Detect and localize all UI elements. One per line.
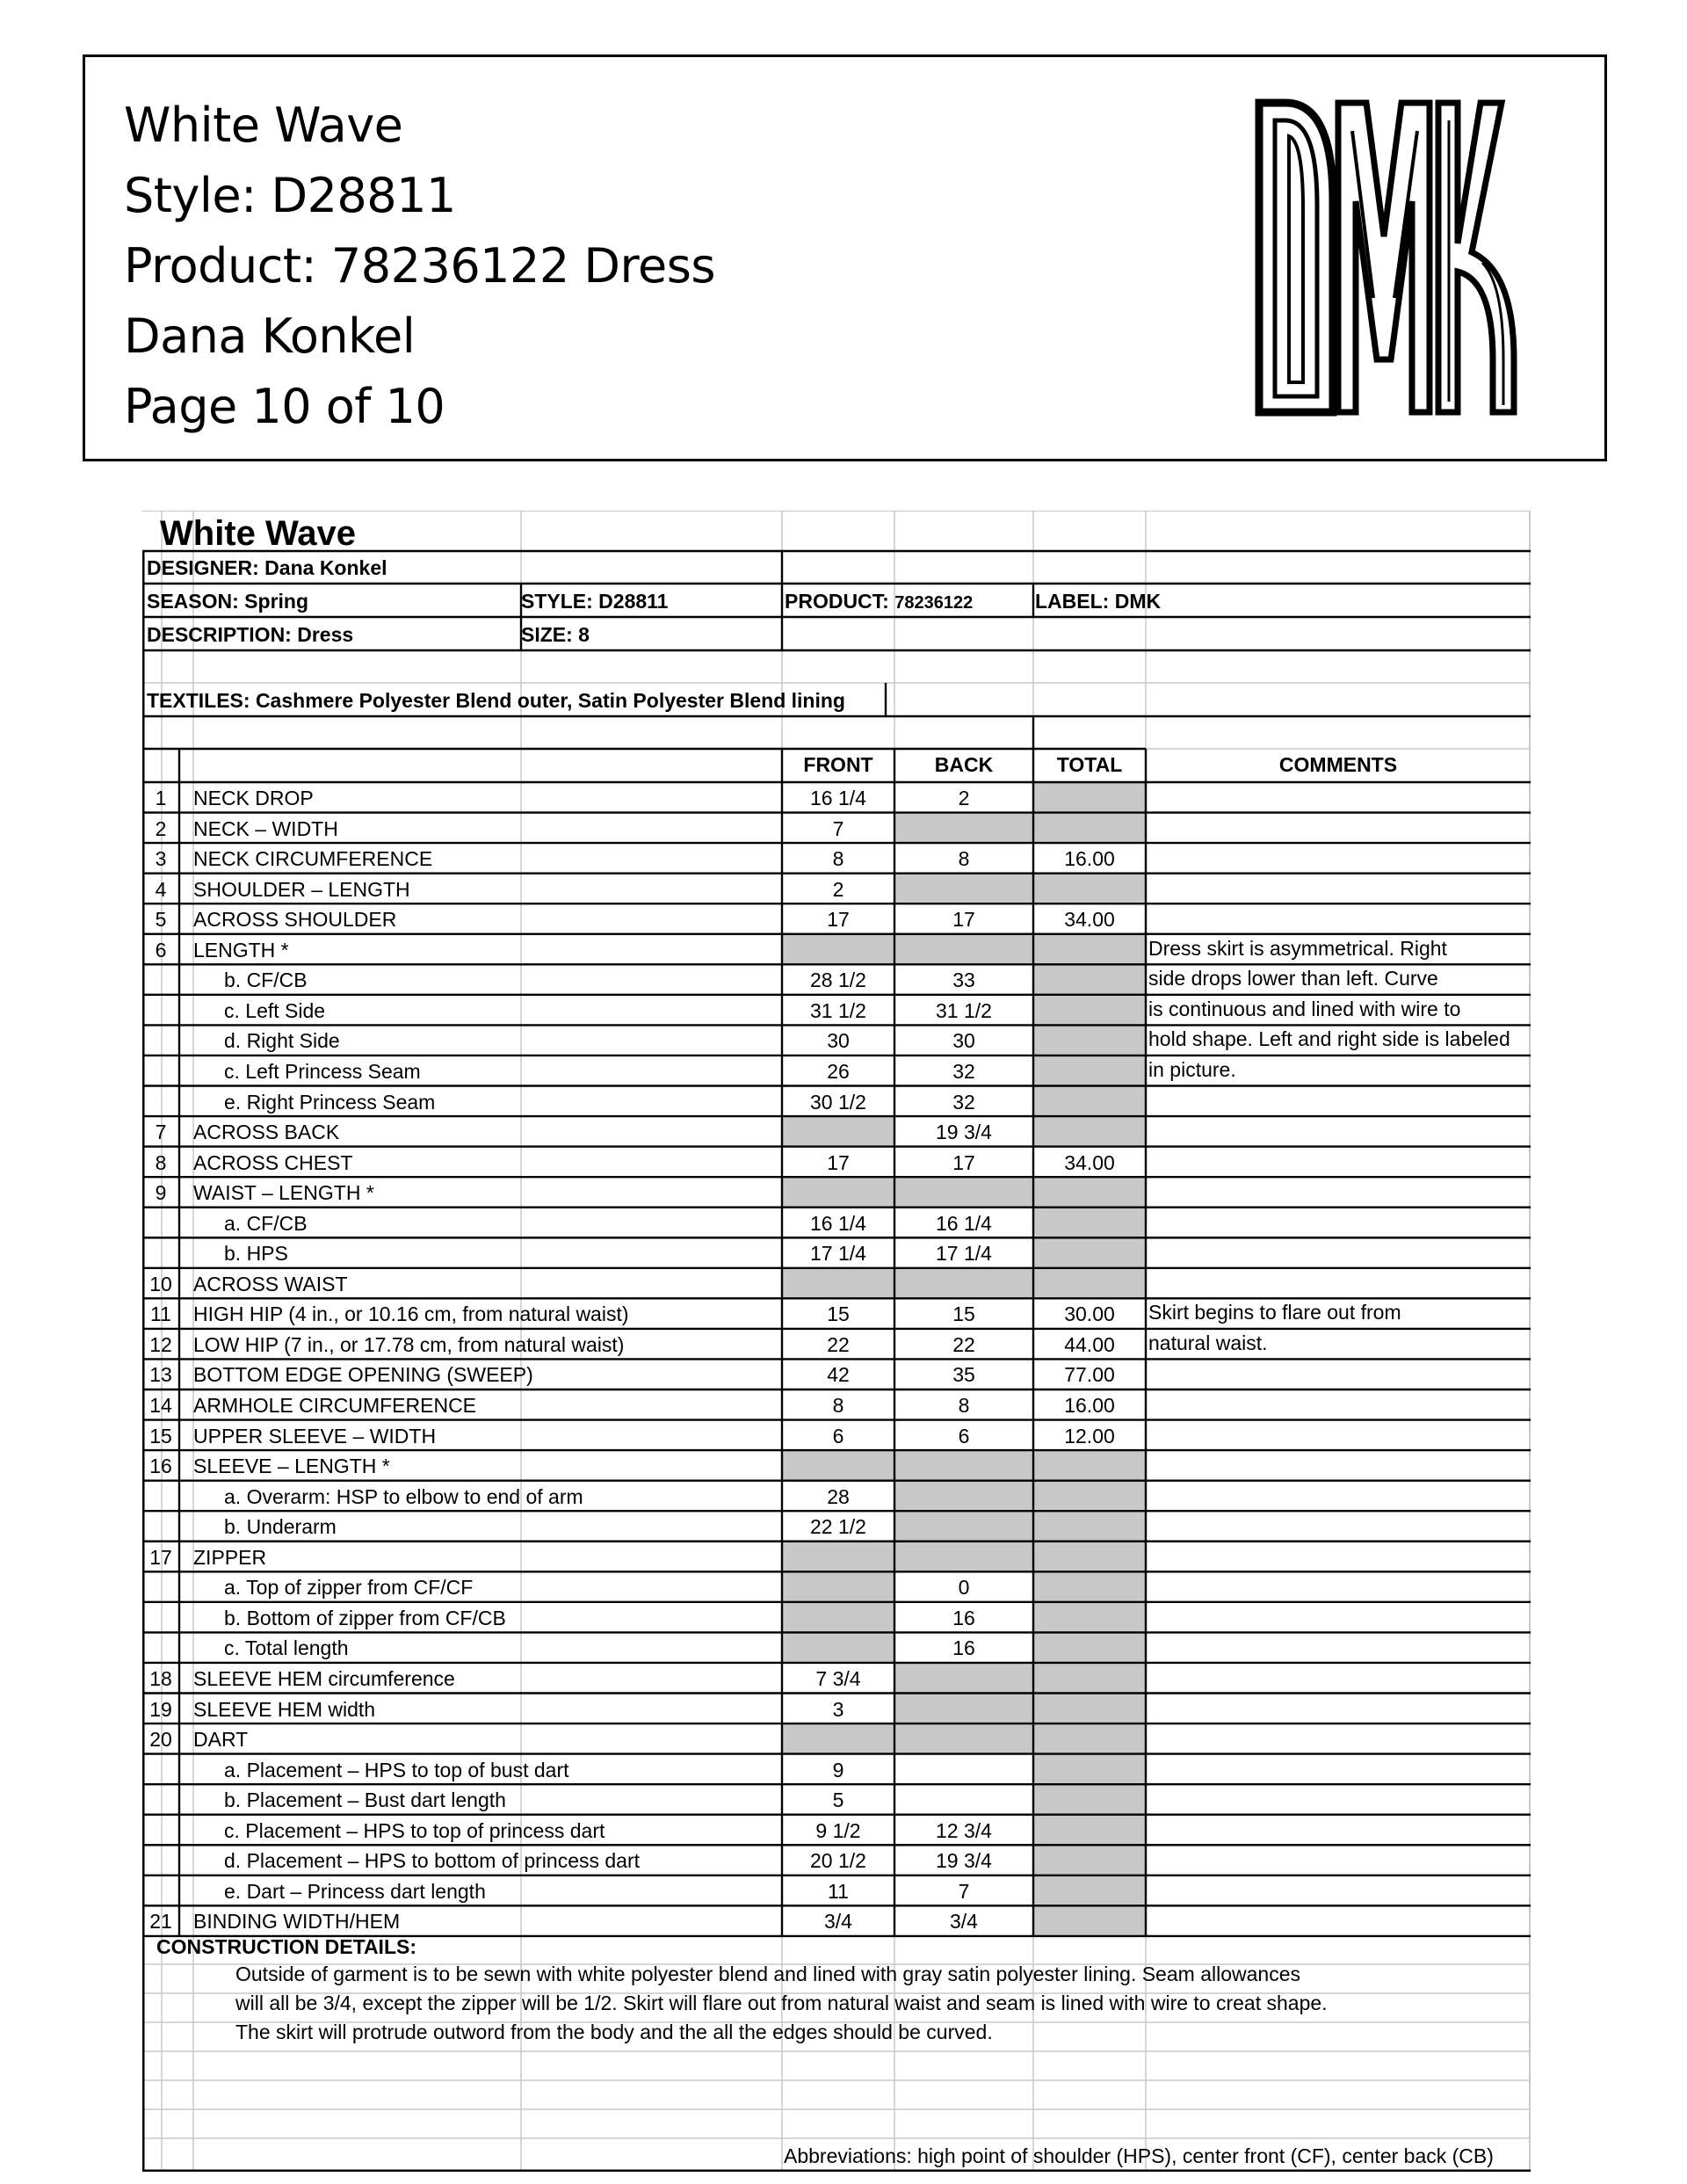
row-number: 13: [149, 1363, 172, 1387]
back-value: 31 1/2: [936, 998, 992, 1022]
row-number: 6: [155, 938, 167, 961]
back-value: 30: [952, 1029, 975, 1053]
row-number: 19: [149, 1697, 172, 1721]
construction-line-2: will all be 3/4, except the zipper will be 1/2. Skirt will flare out from natural waist and seam is lined with wire to creat shape.: [235, 1992, 1328, 2014]
header-style: Style: D28811: [124, 168, 456, 223]
front-value: 8: [832, 1394, 844, 1417]
front-value: 7: [832, 816, 844, 840]
row-number: 4: [155, 877, 167, 901]
style-field: STYLE: D28811: [521, 590, 669, 613]
product-field-label: PRODUCT:: [785, 590, 895, 613]
back-value: 33: [952, 969, 975, 992]
back-value: 0: [958, 1576, 970, 1600]
measurement-label: e. Right Princess Seam: [224, 1090, 436, 1114]
sheet-title: White Wave: [160, 514, 356, 553]
back-value: 16 1/4: [936, 1211, 992, 1235]
measurement-label: SLEEVE HEM circumference: [193, 1666, 455, 1690]
measurement-label: NECK – WIDTH: [193, 816, 338, 840]
total-value: 34.00: [1064, 908, 1115, 932]
row-number: 7: [155, 1121, 167, 1144]
measurement-label: ACROSS SHOULDER: [193, 908, 397, 932]
measurement-label: SLEEVE – LENGTH *: [193, 1455, 390, 1478]
measurement-label: HIGH HIP (4 in., or 10.16 cm, from natural waist): [193, 1302, 629, 1326]
measurement-label: b. Bottom of zipper from CF/CB: [224, 1606, 506, 1629]
measurement-label: a. Placement – HPS to top of bust dart: [224, 1758, 569, 1781]
row-number: 9: [155, 1181, 167, 1205]
designer-field: DESIGNER: Dana Konkel: [147, 556, 387, 579]
front-value: 15: [827, 1302, 850, 1326]
product-field: [785, 590, 973, 614]
measurement-label: WAIST – LENGTH *: [193, 1181, 374, 1205]
front-value: 20 1/2: [810, 1849, 866, 1873]
measurement-label: ARMHOLE CIRCUMFERENCE: [193, 1394, 477, 1417]
row-number: 21: [149, 1910, 172, 1934]
back-value: 12 3/4: [936, 1818, 992, 1842]
measurement-label: NECK CIRCUMFERENCE: [193, 847, 433, 871]
header-text-block: [124, 91, 715, 442]
textiles-field: TEXTILES: Cashmere Polyester Blend outer, Satin Polyester Blend lining: [147, 689, 845, 712]
construction-title: CONSTRUCTION DETAILS:: [156, 1935, 417, 1958]
front-value: 17: [827, 1150, 850, 1174]
front-value: 9 1/2: [815, 1818, 861, 1842]
back-value: 2: [958, 787, 970, 809]
front-value: 6: [832, 1424, 844, 1448]
length-comment-1: Dress skirt is asymmetrical. Right: [1148, 937, 1447, 960]
hip-comment-2: natural waist.: [1148, 1331, 1268, 1354]
back-value: 17 1/4: [936, 1242, 992, 1266]
measurement-label: a. Top of zipper from CF/CF: [224, 1576, 474, 1600]
total-value: 12.00: [1064, 1424, 1115, 1448]
total-value: 34.00: [1064, 1150, 1115, 1174]
measurement-label: SHOULDER – LENGTH: [193, 877, 410, 901]
measurement-label: SLEEVE HEM width: [193, 1697, 376, 1721]
front-value: 3: [832, 1697, 844, 1721]
back-value: 15: [952, 1302, 975, 1326]
measurement-label: DART: [193, 1728, 249, 1752]
back-value: 8: [958, 847, 970, 871]
row-number: 3: [155, 847, 167, 871]
row-number: 17: [149, 1545, 172, 1569]
front-value: 7 3/4: [815, 1666, 861, 1690]
measurement-label: c. Left Princess Seam: [224, 1059, 421, 1083]
product-field-number: 78236122: [894, 593, 974, 613]
size-field: SIZE: 8: [521, 623, 590, 646]
total-value: 16.00: [1064, 1394, 1115, 1417]
front-value: 17 1/4: [810, 1242, 866, 1266]
row-number: 2: [155, 816, 167, 840]
front-value: 9: [832, 1758, 844, 1781]
length-comment-4: hold shape. Left and right side is labeled: [1148, 1027, 1510, 1050]
spec-sheet: [142, 511, 1531, 2172]
measurement-label: BINDING WIDTH/HEM: [193, 1910, 401, 1934]
measurement-label: UPPER SLEEVE – WIDTH: [193, 1424, 437, 1448]
season-field: SEASON: Spring: [147, 590, 309, 613]
front-value: 22: [827, 1332, 850, 1356]
back-value: 32: [952, 1090, 975, 1114]
row-number: 8: [155, 1150, 167, 1174]
total-value: 77.00: [1064, 1363, 1115, 1387]
column-header-total: TOTAL: [1056, 753, 1123, 776]
column-header-front: FRONT: [803, 753, 873, 776]
total-value: 30.00: [1064, 1302, 1115, 1326]
length-comment-3: is continuous and lined with wire to: [1148, 998, 1461, 1020]
back-value: 16: [952, 1636, 975, 1660]
back-value: 16: [952, 1606, 975, 1629]
back-value: 19 3/4: [936, 1849, 992, 1873]
column-header-back: BACK: [934, 753, 994, 776]
header-product: Product: 78236122 Dress: [124, 238, 715, 294]
back-value: 6: [958, 1424, 970, 1448]
measurement-label: e. Dart – Princess dart length: [224, 1879, 486, 1903]
header-page-number: Page 10 of 10: [124, 379, 445, 434]
back-value: 17: [952, 1150, 975, 1174]
measurement-label: c. Left Side: [224, 998, 326, 1022]
front-value: 17: [827, 908, 850, 932]
front-value: 3/4: [824, 1910, 852, 1934]
back-value: 32: [952, 1059, 975, 1083]
header-collection-name: White Wave: [124, 98, 403, 153]
row-number: 10: [149, 1272, 172, 1295]
construction-line-1: Outside of garment is to be sewn with white polyester blend and lined with gray satin polyester lining. Seam allowances: [235, 1963, 1300, 1985]
back-value: 22: [952, 1332, 975, 1356]
back-value: 19 3/4: [936, 1121, 992, 1144]
front-value: 5: [832, 1789, 844, 1812]
dmk-logo-icon: [1250, 96, 1602, 447]
measurement-label: ACROSS CHEST: [193, 1150, 353, 1174]
measurement-label: ACROSS WAIST: [193, 1272, 348, 1295]
description-field: DESCRIPTION: Dress: [147, 623, 354, 646]
front-value: 28 1/2: [810, 969, 866, 992]
front-value: 30 1/2: [810, 1090, 866, 1114]
header-designer: Dana Konkel: [124, 308, 416, 364]
front-value: 31 1/2: [810, 998, 866, 1022]
row-number: 12: [149, 1332, 172, 1356]
front-value: 11: [828, 1879, 849, 1903]
front-value: 22 1/2: [810, 1515, 866, 1539]
measurement-label: LENGTH *: [193, 938, 289, 961]
row-number: 11: [150, 1302, 171, 1326]
back-value: 17: [952, 908, 975, 932]
hip-comment-1: Skirt begins to flare out from: [1148, 1301, 1401, 1324]
front-value: 2: [832, 877, 844, 901]
measurement-label: ACROSS BACK: [193, 1121, 340, 1144]
row-number: 15: [149, 1424, 172, 1448]
measurement-label: d. Right Side: [224, 1029, 340, 1053]
measurement-label: c. Placement – HPS to top of princess dart: [224, 1818, 605, 1842]
row-number: 18: [149, 1666, 172, 1690]
back-value: 35: [952, 1363, 975, 1387]
back-value: 7: [958, 1879, 970, 1903]
row-number: 16: [149, 1455, 172, 1478]
front-value: 16 1/4: [810, 787, 866, 809]
measurement-label: NECK DROP: [193, 787, 314, 809]
document-header: [83, 54, 1607, 461]
back-value: 3/4: [950, 1910, 978, 1934]
front-value: 30: [827, 1029, 850, 1053]
row-number: 5: [155, 908, 167, 932]
front-value: 28: [827, 1484, 850, 1508]
measurement-label: b. HPS: [224, 1242, 288, 1266]
front-value: 8: [832, 847, 844, 871]
label-field: LABEL: DMK: [1035, 590, 1162, 613]
back-value: 8: [958, 1394, 970, 1417]
total-value: 44.00: [1064, 1332, 1115, 1356]
column-header-comments: COMMENTS: [1278, 753, 1398, 776]
measurement-label: LOW HIP (7 in., or 17.78 cm, from natural waist): [193, 1332, 625, 1356]
construction-line-3: The skirt will protrude outword from the body and the all the edges should be curved.: [235, 2021, 993, 2043]
front-value: 26: [827, 1059, 850, 1083]
front-value: 42: [827, 1363, 850, 1387]
front-value: 16 1/4: [810, 1211, 866, 1235]
row-number: 14: [149, 1394, 172, 1417]
measurement-label: b. CF/CB: [224, 969, 308, 992]
measurement-label: ZIPPER: [193, 1545, 267, 1569]
measurement-label: a. CF/CB: [224, 1211, 308, 1235]
row-number: 1: [155, 787, 167, 809]
abbreviations-note: Abbreviations: high point of shoulder (HPS), center front (CF), center back (CB): [784, 2144, 1494, 2167]
measurement-label: b. Placement – Bust dart length: [224, 1789, 506, 1812]
measurement-label: c. Total length: [224, 1636, 349, 1660]
row-number: 20: [149, 1728, 172, 1752]
measurement-label: BOTTOM EDGE OPENING (SWEEP): [193, 1363, 533, 1387]
length-comment-2: side drops lower than left. Curve: [1148, 967, 1438, 990]
measurement-label: a. Overarm: HSP to elbow to end of arm: [224, 1484, 583, 1508]
measurement-label: d. Placement – HPS to bottom of princess dart: [224, 1849, 641, 1873]
length-comment-5: in picture.: [1148, 1058, 1236, 1081]
total-value: 16.00: [1064, 847, 1115, 871]
measurement-label: b. Underarm: [224, 1515, 337, 1539]
